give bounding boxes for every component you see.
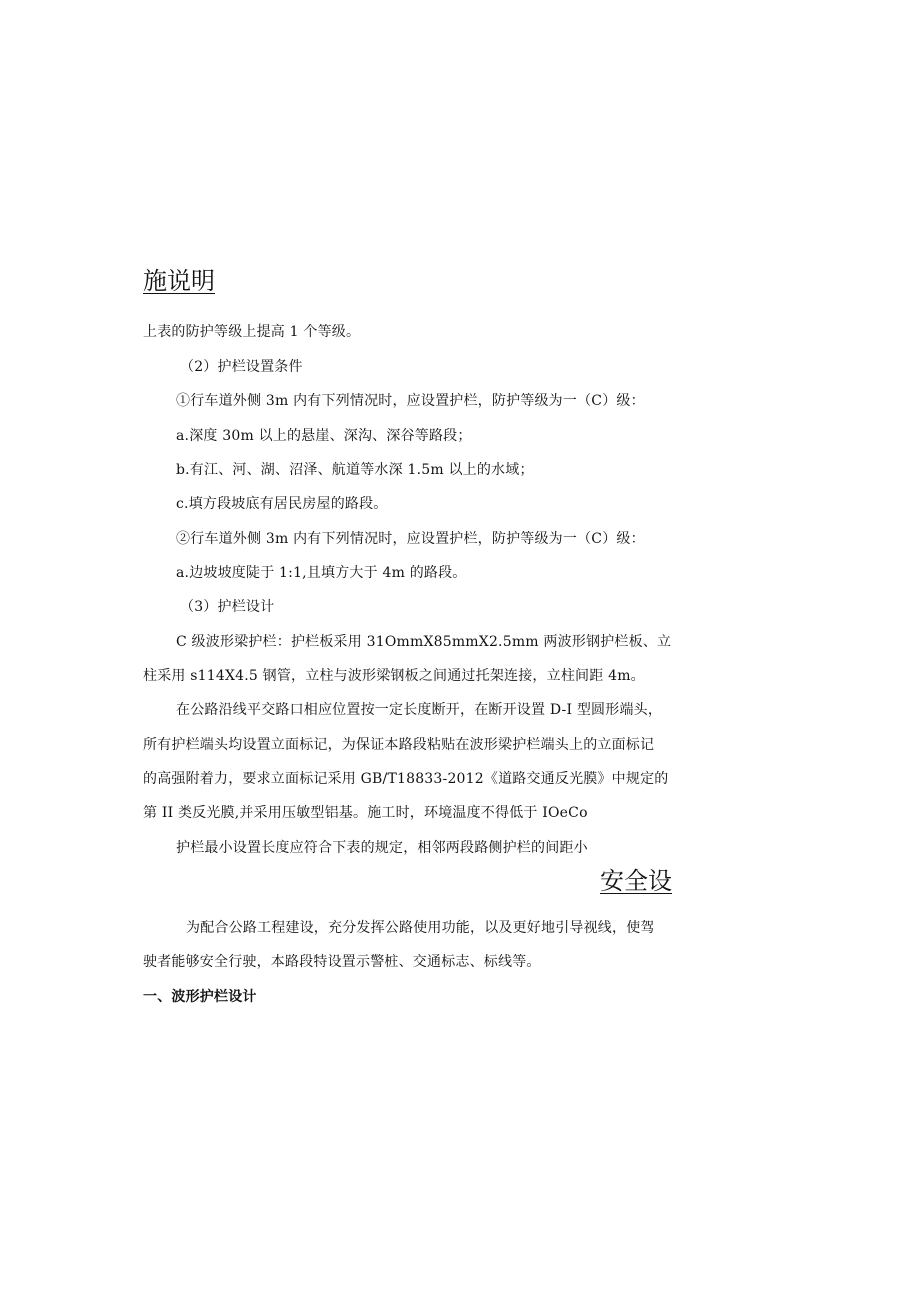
paragraph-line: ②行车道外侧 3m 内有下列情况时，应设置护栏，防护等级为一（C）级： <box>176 531 645 547</box>
intro-line: 为配合公路工程建设，充分发挥公路使用功能，以及更好地引导视线，使驾 <box>186 920 655 936</box>
paragraph-line: C 级波形梁护栏：护栏板采用 31OmmX85mmX2.5mm 两波形钢护栏板、立 <box>176 634 672 650</box>
paragraph-line: b.有江、河、湖、沼泽、航道等水深 1.5m 以上的水域； <box>176 462 534 478</box>
paragraph-line: 的高强附着力，要求立面标记采用 GB/T18833-2012《道路交通反光膜》中规定的 <box>143 771 669 787</box>
paragraph-line: 护栏最小设置长度应符合下表的规定，相邻两段路侧护栏的间距小 <box>176 840 588 856</box>
paragraph-line: 柱采用 s114X4.5 钢管，立柱与波形梁钢板之间通过托架连接，立柱间距 4m。 <box>143 668 645 684</box>
page-title: 施说明 <box>143 267 215 295</box>
section-title-right: 安全设 <box>600 867 672 895</box>
paragraph-line: ①行车道外侧 3m 内有下列情况时，应设置护栏，防护等级为一（C）级： <box>176 393 645 409</box>
section-heading: 一、波形护栏设计 <box>143 989 257 1005</box>
paragraph-line: a.边坡坡度陡于 1:1,且填方大于 4m 的路段。 <box>176 565 467 581</box>
subheading-guardrail-design: （3）护栏设计 <box>180 599 275 615</box>
paragraph-line: 在公路沿线平交路口相应位置按一定长度断开，在断开设置 D-I 型圆形端头， <box>176 702 663 718</box>
paragraph-line: 所有护栏端头均设置立面标记，为保证本路段粘贴在波形梁护栏端头上的立面标记 <box>143 737 655 753</box>
paragraph-line: c.填方段坡底有居民房屋的路段。 <box>176 496 388 512</box>
intro-line: 驶者能够安全行驶，本路段特设置示警桩、交通标志、标线等。 <box>143 954 541 970</box>
paragraph-line: 第 II 类反光膜,并采用压敏型铝基。施工时，环境温度不得低于 IOeCo <box>143 805 588 821</box>
paragraph-line: 上表的防护等级上提高 1 个等级。 <box>143 324 361 340</box>
subheading-guardrail-conditions: （2）护栏设置条件 <box>180 359 303 375</box>
paragraph-line: a.深度 30m 以上的悬崖、深沟、深谷等路段； <box>176 428 472 444</box>
